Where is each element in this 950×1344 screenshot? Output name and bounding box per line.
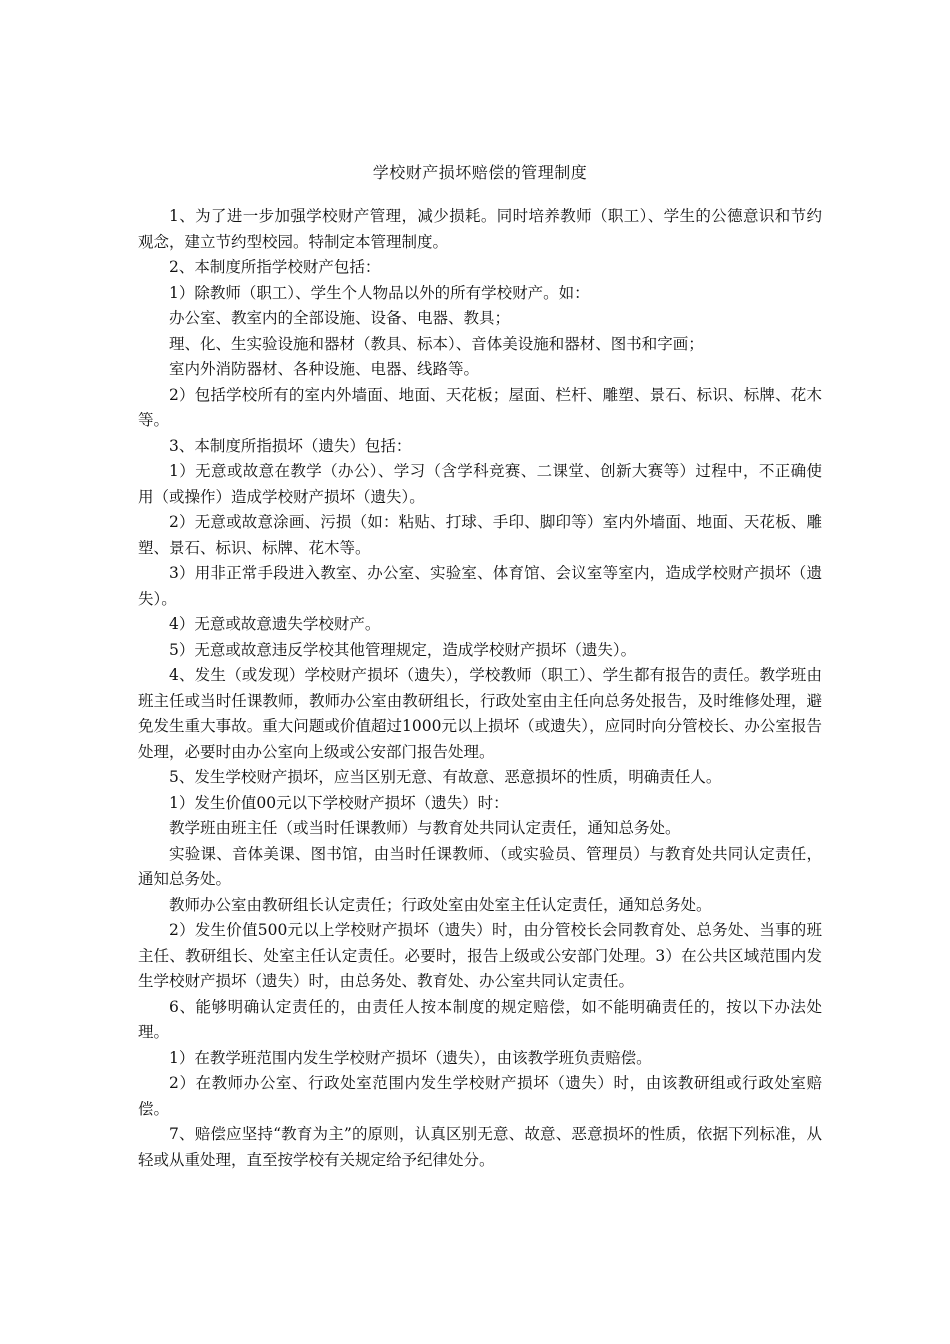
paragraph-23: 2）在教师办公室、行政处室范围内发生学校财产损坏（遗失）时，由该教研组或行政处室赔偿。 <box>138 1074 822 1118</box>
paragraph-4: 办公室、教室内的全部设施、设备、电器、教具； <box>169 309 511 327</box>
paragraph-19: 教师办公室由教研组长认定责任；行政处室由处室主任认定责任，通知总务处。 <box>169 895 712 914</box>
paragraph-24: 7、赔偿应坚持“教育为主”的原则，认真区别无意、故意、恶意损坏的性质，依据下列标准，从轻或从重处理，直至按学校有关规定给予纪律处分。 <box>138 1125 822 1169</box>
paragraph-21: 6、能够明确认定责任的，由责任人按本制度的规定赔偿，如不能明确责任的，按以下办法处理。 <box>138 997 822 1041</box>
paragraph-14: 4、发生（或发现）学校财产损坏（遗失），学校教师（职工）、学生都有报告的责任。教学班由班主任或当时任课教师，教师办公室由教研组长，行政处室由主任向总务处报告，及时维修处理，避免发生重大事故。重大问题或价值超过1000元以上损坏（或遗失），应同时向分管校长、办公室报告处理，必要时由办公室向上级或公安部门报告处理。 <box>138 666 822 761</box>
paragraph-17: 教学班由班主任（或当时任课教师）与教育处共同认定责任，通知总务处。 <box>169 819 681 837</box>
paragraph-11: 3）用非正常手段进入教室、办公室、实验室、体育馆、会议室等室内，造成学校财产损坏（遗失）。 <box>138 564 822 608</box>
document-page <box>138 160 822 1173</box>
paragraph-6: 室内外消防器材、各种设施、电器、线路等。 <box>169 360 480 378</box>
paragraph-20: 2）发生价值500元以上学校财产损坏（遗失）时，由分管校长会同教育处、总务处、当事的班主任、教研组长、处室主任认定责任。必要时，报告上级或公安部门处理。3）在公共区域范围内发生学校财产损坏（遗失）时，由总务处、教育处、办公室共同认定责任。 <box>138 921 822 990</box>
paragraph-10: 2）无意或故意涂画、污损（如：粘贴、打球、手印、脚印等）室内外墙面、地面、天花板、雕塑、景石、标识、标牌、花木等。 <box>138 513 822 557</box>
paragraph-22: 1）在教学班范围内发生学校财产损坏（遗失），由该教学班负责赔偿。 <box>169 1048 652 1067</box>
paragraph-2: 2、本制度所指学校财产包括： <box>169 258 381 276</box>
paragraph-16: 1）发生价值00元以下学校财产损坏（遗失）时： <box>169 793 509 812</box>
paragraph-13: 5）无意或故意违反学校其他管理规定，造成学校财产损坏（遗失）。 <box>169 640 637 659</box>
document-title: 学校财产损坏赔偿的管理制度 <box>372 163 588 182</box>
document-body <box>138 204 822 1173</box>
paragraph-15: 5、发生学校财产损坏，应当区别无意、有故意、恶意损坏的性质，明确责任人。 <box>169 768 722 786</box>
paragraph-8: 3、本制度所指损坏（遗失）包括： <box>169 436 412 455</box>
paragraph-1: 1、为了进一步加强学校财产管理，减少损耗。同时培养教师（职工）、学生的公德意识和节约观念，建立节约型校园。特制定本管理制度。 <box>138 207 822 251</box>
paragraph-18: 实验课、音体美课、图书馆，由当时任课教师、（或实验员、管理员）与教育处共同认定责任，通知总务处。 <box>138 844 822 888</box>
paragraph-7: 2）包括学校所有的室内外墙面、地面、天花板；屋面、栏杆、雕塑、景石、标识、标牌、花木等。 <box>138 385 822 429</box>
paragraph-12: 4）无意或故意遗失学校财产。 <box>169 615 381 633</box>
paragraph-3: 1）除教师（职工）、学生个人物品以外的所有学校财产。如： <box>169 283 590 302</box>
paragraph-9: 1）无意或故意在教学（办公）、学习（含学科竞赛、二课堂、创新大赛等）过程中，不正确使用（或操作）造成学校财产损坏（遗失）。 <box>138 462 822 506</box>
paragraph-5: 理、化、生实验设施和器材（教具、标本）、音体美设施和器材、图书和字画； <box>169 334 704 353</box>
